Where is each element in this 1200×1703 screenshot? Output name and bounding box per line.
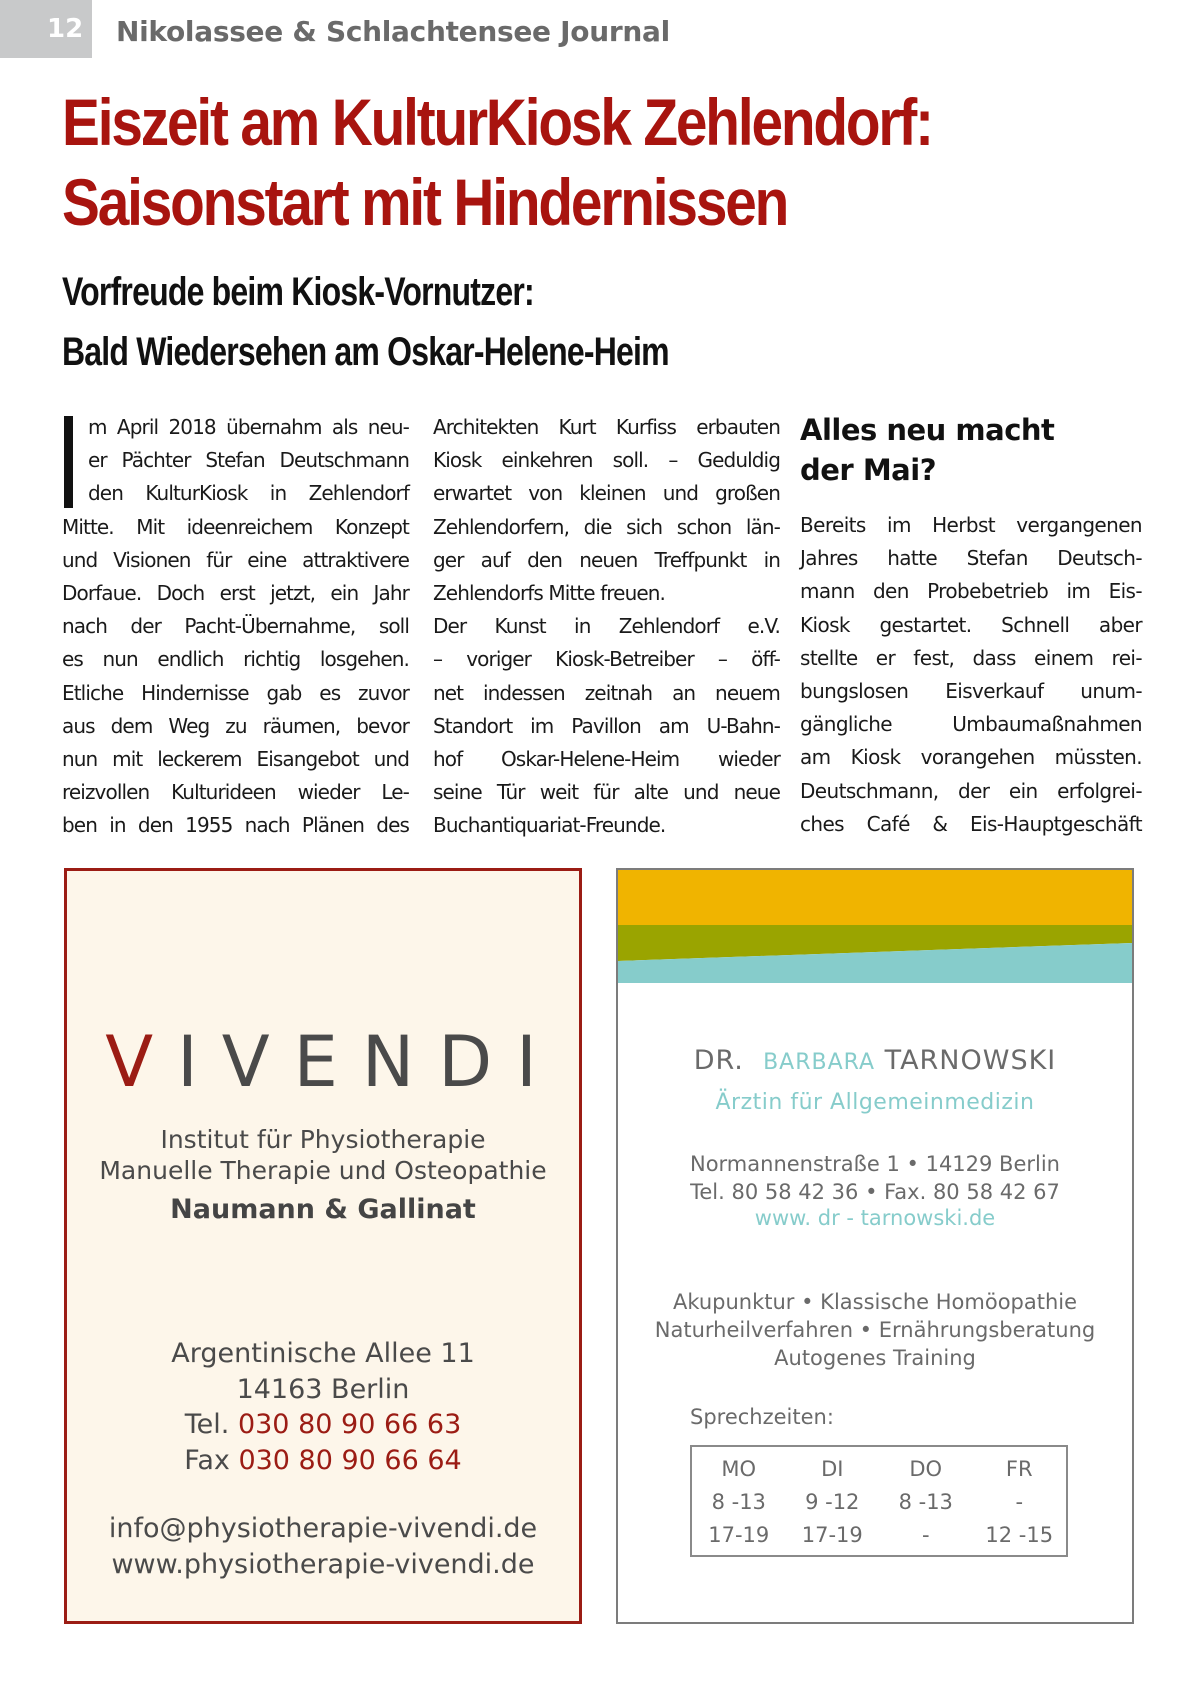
text-line: Der Kunst in Zehlendorf e.V.: [433, 614, 780, 639]
article-column-1: [62, 411, 409, 843]
text-line: Dorfaue. Doch erst jetzt, ein Jahr: [62, 581, 409, 606]
hours-cell: 17-19: [801, 1523, 863, 1547]
text-line: den KulturKiosk in Zehlendorf: [88, 481, 409, 506]
text-line: ches Café & Eis-Hauptgeschäft: [800, 811, 1142, 836]
day-header: DO: [909, 1457, 943, 1481]
first-name: BARBARA: [763, 1050, 876, 1075]
name-prefix: DR.: [693, 1045, 744, 1076]
vivendi-contact: [67, 1511, 579, 1582]
vivendi-address: [67, 1336, 579, 1478]
headline: [62, 82, 1060, 242]
text-line: Architekten Kurt Kurfiss erbauten: [433, 415, 780, 439]
subheadline: [62, 262, 782, 382]
service-line: Akupunktur • Klassische Homöopathie: [672, 1290, 1078, 1314]
fax-line: [67, 1443, 579, 1479]
logo-first-letter: V: [105, 1021, 178, 1103]
text-line: und Visionen für eine attraktivere: [62, 547, 409, 572]
hours-cell: 9 -12: [805, 1490, 860, 1514]
street: Argentinische Allee 11: [171, 1338, 475, 1369]
headline-line: Eiszeit am KulturKiosk Zehlendorf:: [62, 85, 932, 159]
doctor-name: [618, 1045, 1132, 1076]
text-line: Kiosk gestartet. Schnell aber: [800, 612, 1142, 637]
day-header: FR: [1005, 1457, 1033, 1481]
section-heading-line: Alles neu macht: [800, 413, 1055, 447]
phone-line: [67, 1407, 579, 1443]
phone-number[interactable]: 030 80 90 66 63: [237, 1409, 462, 1440]
website-link[interactable]: www. dr - tarnowski.de: [754, 1206, 996, 1230]
ad-tarnowski: [616, 868, 1134, 1624]
hours-cell: 8 -13: [711, 1490, 766, 1514]
article-column-3: [800, 509, 1142, 841]
hours-cell: 17-19: [708, 1523, 770, 1547]
text-line: Standort im Pavillon am U-Bahn-: [433, 713, 780, 738]
vivendi-logo: [67, 1021, 579, 1103]
subheadline-line: Vorfreude beim Kiosk-Vornutzer:: [62, 270, 534, 314]
text-line: ger auf den neuen Treffpunkt in: [433, 547, 780, 572]
text-line: Buchantiquariat-Freunde.: [433, 813, 666, 838]
fax-number: 030 80 90 66 64: [238, 1444, 462, 1476]
doctor-title: Ärztin für Allgemeinmedizin: [715, 1090, 1035, 1115]
text-line: mann den Probebetrieb im Eis-: [800, 579, 1142, 604]
text-line: Bereits im Herbst vergangenen: [800, 513, 1142, 537]
text-line: net indessen zeitnah an neuem: [433, 680, 780, 705]
last-name: TARNOWSKI: [884, 1045, 1057, 1076]
text-line: gängliche Umbaumaßnahmen: [800, 712, 1142, 737]
journal-title: Nikolassee & Schlachtensee Journal: [116, 15, 670, 48]
text-line: Kiosk einkehren soll. – Geduldig: [433, 448, 780, 473]
hours-cell: -: [1015, 1490, 1024, 1514]
text-line: reizvollen Kulturideen wieder Le-: [62, 780, 409, 805]
day-header: DI: [821, 1457, 844, 1481]
phone-fax-line: Tel. 80 58 42 36 • Fax. 80 58 42 67: [690, 1180, 1060, 1204]
decorative-stripes: [618, 870, 1132, 990]
article-column-2: [433, 411, 780, 843]
section-heading: [800, 410, 1054, 490]
ad-vivendi: [64, 868, 582, 1624]
text-line: ben in den 1955 nach Plänen des: [62, 813, 409, 838]
text-line: am Kiosk vorangehen müssten.: [800, 745, 1142, 770]
text-line: – voriger Kiosk-Betreiber – öff-: [433, 647, 780, 672]
text-line: seine Tür weit für alte und neue: [433, 780, 780, 805]
vivendi-subtitle: Institut für Physiotherapie: [160, 1125, 486, 1154]
section-heading-line: der Mai?: [800, 453, 937, 487]
service-line: Autogenes Training: [774, 1346, 976, 1370]
text-line: stellte er fest, dass einem rei-: [800, 645, 1142, 670]
logo-rest: IVENDI: [177, 1021, 561, 1103]
text-line: Mitte. Mit ideenreichem Konzept: [62, 514, 409, 539]
text-line: nun mit leckerem Eisangebot und: [62, 747, 409, 772]
page-number: 12: [47, 14, 84, 44]
services-list: [618, 1288, 1132, 1372]
service-line: Naturheilverfahren • Ernährungsberatung: [654, 1318, 1096, 1342]
vivendi-subtitle: Manuelle Therapie und Osteopathie: [99, 1156, 547, 1185]
hours-cell: -: [921, 1523, 930, 1547]
text-line: Jahres hatte Stefan Deutsch-: [800, 546, 1142, 571]
text-line: Deutschmann, der ein erfolgrei-: [800, 778, 1142, 803]
subheadline-line: Bald Wiedersehen am Oskar-Helene-Heim: [62, 330, 669, 374]
text-line: Zehlendorfern, die sich schon län-: [433, 514, 780, 539]
city: 14163 Berlin: [236, 1373, 410, 1405]
hours-cell: 8 -13: [898, 1490, 953, 1514]
text-line: Zehlendorfs Mitte freuen.: [433, 581, 665, 606]
hours-cell: 12 -15: [985, 1523, 1054, 1547]
hours-table: [690, 1445, 1068, 1557]
text-line: es nun endlich richtig losgehen.: [62, 647, 409, 672]
text-line: aus dem Weg zu räumen, bevor: [62, 713, 409, 738]
phone-label: Tel.: [184, 1409, 230, 1440]
text-line: hof Oskar-Helene-Heim wieder: [433, 747, 780, 772]
doctor-address: [618, 1150, 1132, 1206]
email-link[interactable]: info@physiotherapie-vivendi.de: [108, 1513, 538, 1544]
website-link[interactable]: www.physiotherapie-vivendi.de: [111, 1548, 535, 1580]
text-line: Etliche Hindernisse gab es zuvor: [62, 680, 409, 705]
vivendi-owners: Naumann & Gallinat: [170, 1194, 476, 1225]
text-line: nach der Pacht-Übernahme, soll: [62, 614, 409, 639]
address-line: Normannenstraße 1 • 14129 Berlin: [689, 1152, 1060, 1176]
text-line: er Pächter Stefan Deutschmann: [88, 448, 409, 473]
text-line: bungslosen Eisverkauf unum-: [800, 679, 1142, 704]
day-header: MO: [721, 1457, 757, 1481]
hours-label: Sprechzeiten:: [690, 1405, 834, 1429]
text-line: m April 2018 übernahm als neu-: [88, 415, 409, 439]
fax-label: Fax: [184, 1444, 230, 1476]
text-line: erwartet von kleinen und großen: [433, 481, 780, 506]
headline-line: Saisonstart mit Hindernissen: [62, 165, 788, 239]
